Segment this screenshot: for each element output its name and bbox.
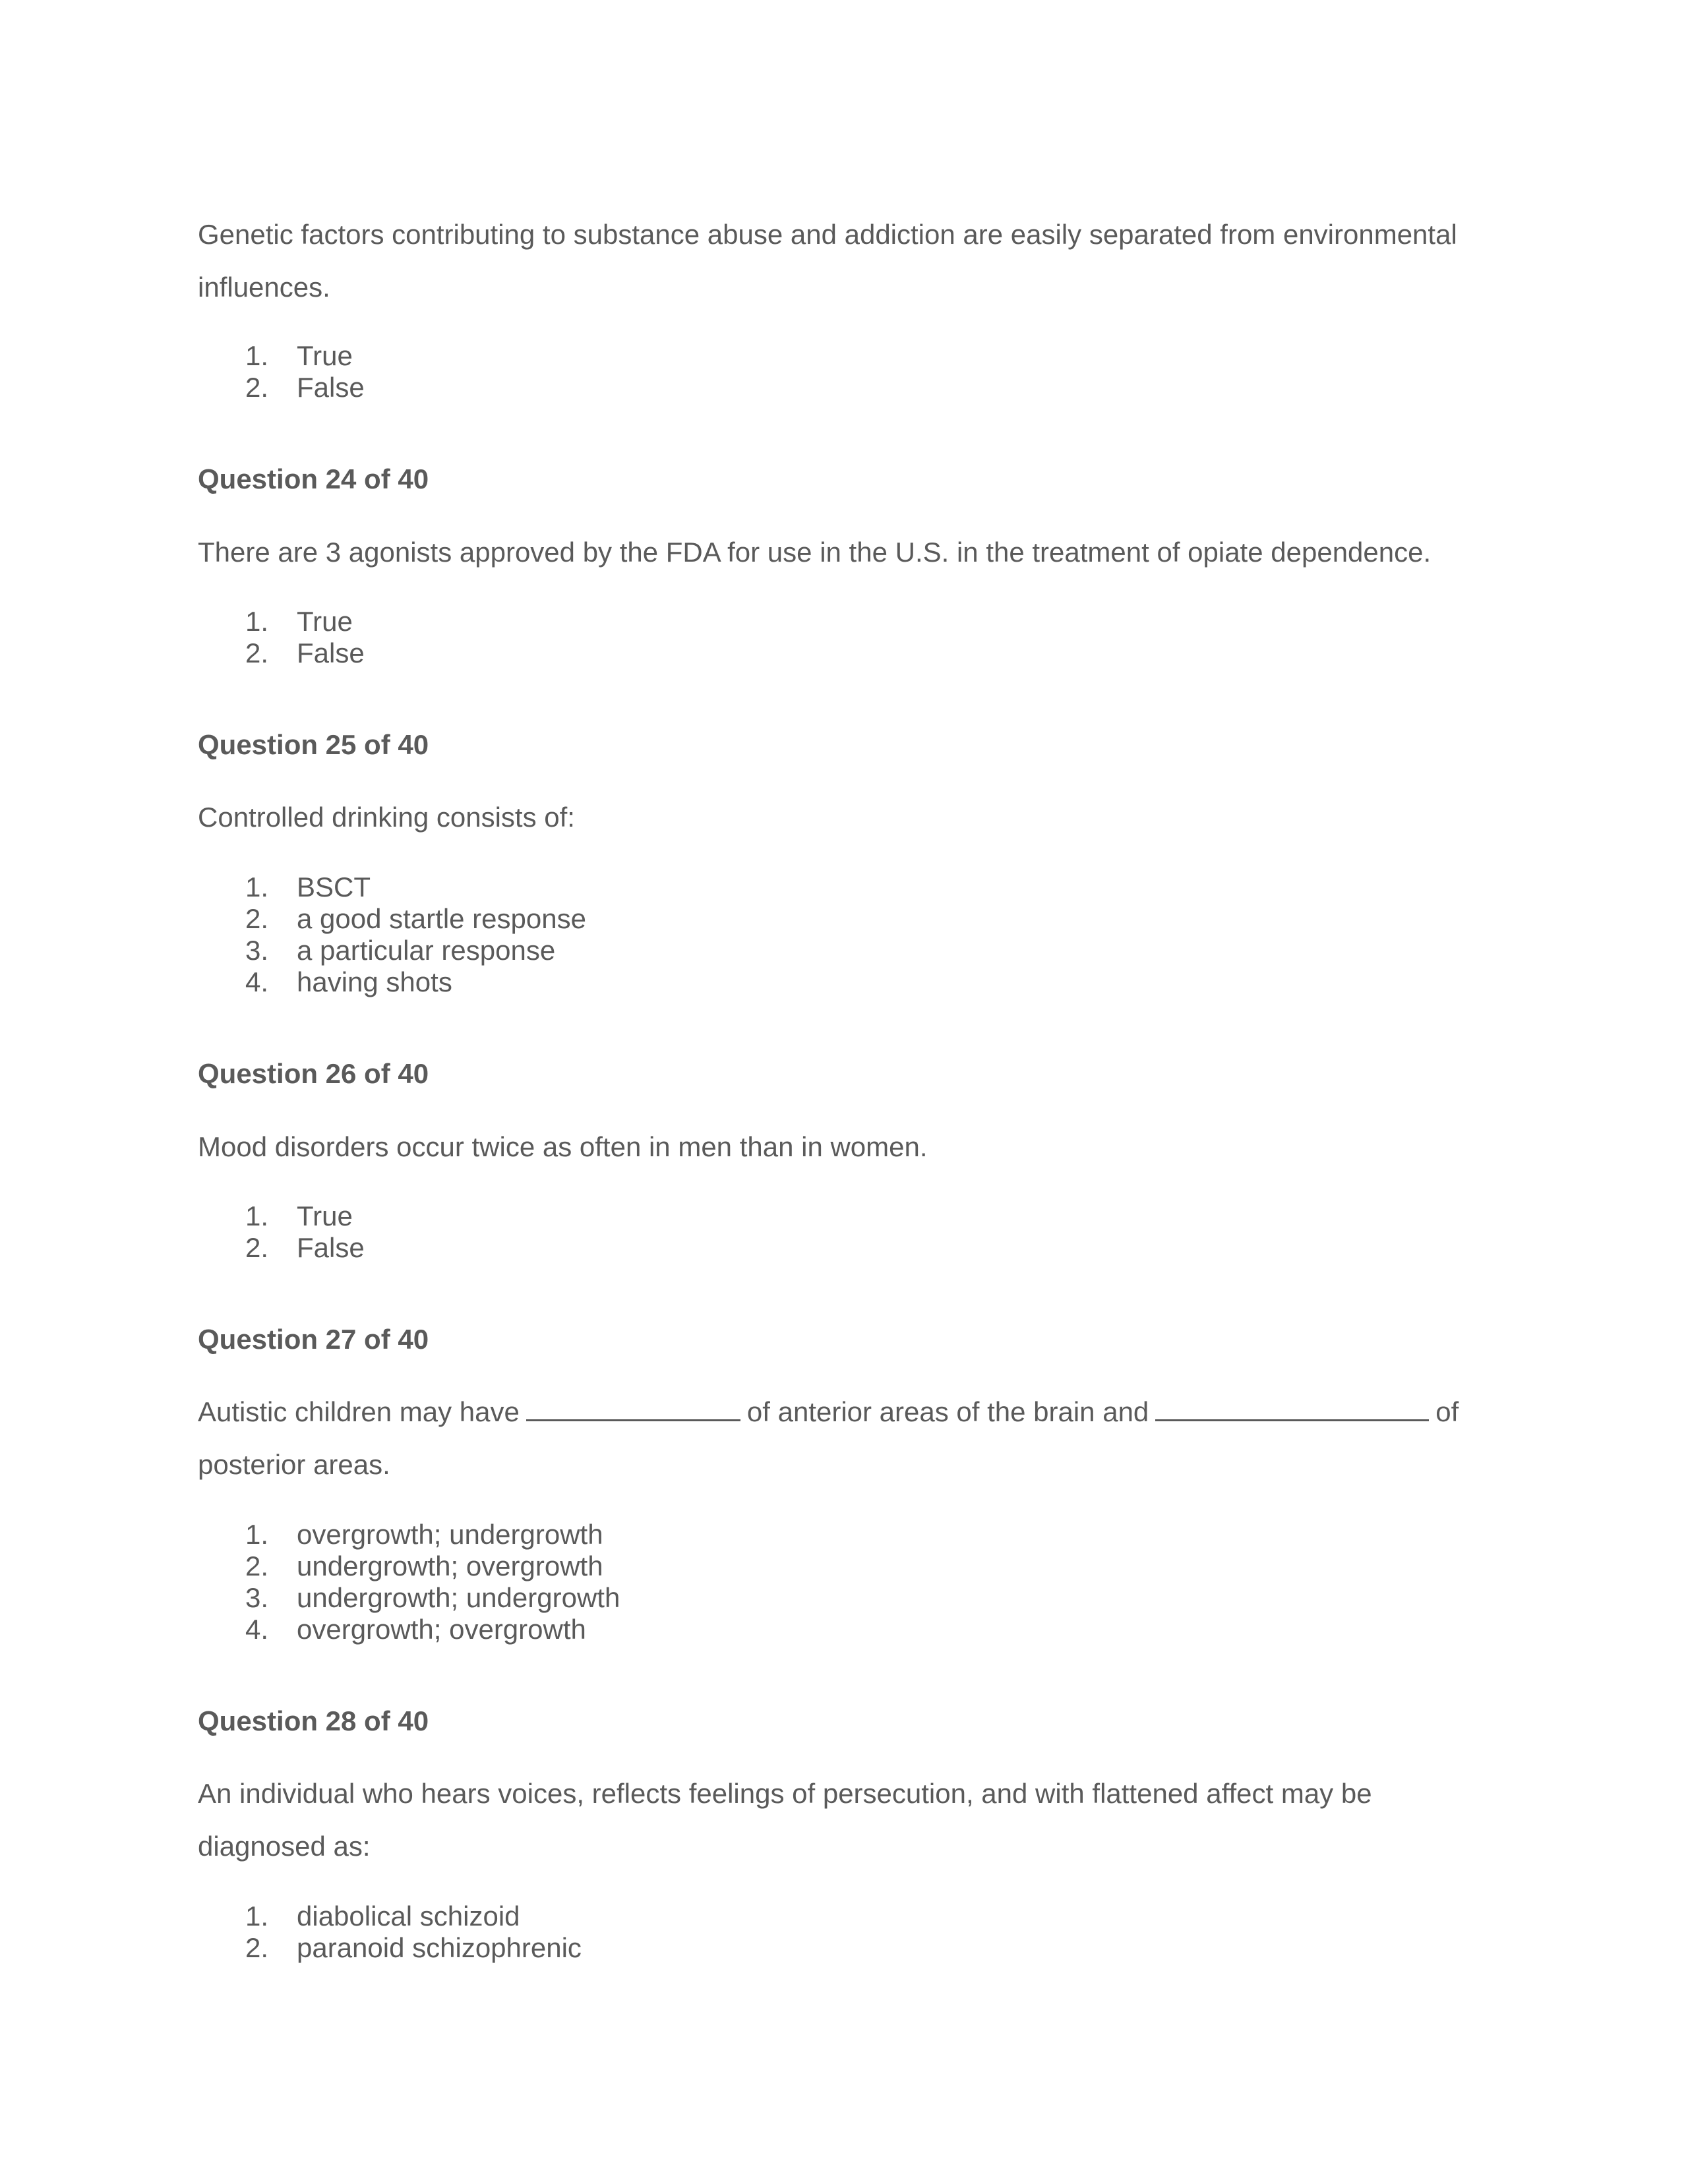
- answer-option[interactable]: [198, 1550, 620, 1582]
- answer-option[interactable]: [198, 1519, 620, 1550]
- option-number: 1.: [245, 1200, 269, 1231]
- answer-option[interactable]: [198, 340, 365, 372]
- answer-option[interactable]: [198, 1200, 365, 1232]
- answer-option[interactable]: [198, 903, 586, 935]
- option-number: 2.: [245, 903, 269, 934]
- option-label: undergrowth; overgrowth: [297, 1550, 603, 1581]
- option-label: having shots: [297, 966, 452, 997]
- answer-option[interactable]: [198, 372, 365, 403]
- answer-option[interactable]: [198, 935, 586, 966]
- question-text: [198, 1386, 1490, 1491]
- option-label: overgrowth; undergrowth: [297, 1519, 603, 1550]
- question-text-part: of posterior areas.: [198, 1396, 1459, 1480]
- answer-options: [198, 1519, 620, 1645]
- option-label: undergrowth; undergrowth: [297, 1582, 620, 1613]
- question-text: Controlled drinking consists of:: [198, 802, 575, 833]
- option-number: 2.: [245, 637, 269, 668]
- answer-options: [198, 1901, 582, 1964]
- option-label: True: [297, 606, 353, 637]
- answer-options: [198, 871, 586, 998]
- option-number: 2.: [245, 1932, 269, 1963]
- option-label: False: [297, 637, 365, 668]
- answer-option[interactable]: [198, 871, 586, 903]
- option-label: BSCT: [297, 871, 371, 902]
- option-label: diabolical schizoid: [297, 1901, 520, 1932]
- option-label: paranoid schizophrenic: [297, 1932, 582, 1963]
- answer-option[interactable]: [198, 1614, 620, 1645]
- question-text-part: of anterior areas of the brain and: [746, 1396, 1149, 1427]
- answer-option[interactable]: [198, 1232, 365, 1264]
- question-text: Mood disorders occur twice as often in men than in women.: [198, 1131, 928, 1162]
- question-text-part: Autistic children may have: [198, 1396, 520, 1427]
- option-label: False: [297, 372, 365, 403]
- option-number: 2.: [245, 372, 269, 403]
- option-number: 2.: [245, 1550, 269, 1581]
- option-label: overgrowth; overgrowth: [297, 1614, 586, 1645]
- answer-option[interactable]: [198, 637, 365, 669]
- option-number: 1.: [245, 340, 269, 371]
- question-text: An individual who hears voices, reflects feelings of persecution, and with flattened affect may be diagnosed as:: [198, 1778, 1372, 1862]
- option-number: 3.: [245, 1582, 269, 1613]
- answer-option[interactable]: [198, 1901, 582, 1932]
- question-text: There are 3 agonists approved by the FDA for use in the U.S. in the treatment of opiate dependence.: [198, 537, 1432, 568]
- option-label: a particular response: [297, 935, 556, 966]
- option-number: 1.: [245, 871, 269, 902]
- question-text: Genetic factors contributing to substance abuse and addiction are easily separated from environmental influences.: [198, 219, 1457, 303]
- option-number: 1.: [245, 1519, 269, 1550]
- answer-options: [198, 340, 365, 403]
- option-label: True: [297, 1200, 353, 1231]
- answer-option[interactable]: [198, 1582, 620, 1614]
- fill-in-blank: [1155, 1396, 1429, 1421]
- question-heading: Question 26 of 40: [198, 1058, 429, 1089]
- option-label: a good startle response: [297, 903, 586, 934]
- answer-option[interactable]: [198, 1932, 582, 1964]
- option-label: True: [297, 340, 353, 371]
- option-number: 3.: [245, 935, 269, 966]
- answer-option[interactable]: [198, 606, 365, 637]
- option-number: 2.: [245, 1232, 269, 1263]
- option-number: 4.: [245, 1614, 269, 1645]
- question-heading: Question 25 of 40: [198, 729, 429, 760]
- question-heading: Question 27 of 40: [198, 1324, 429, 1355]
- option-number: 1.: [245, 606, 269, 637]
- fill-in-blank: [526, 1396, 740, 1421]
- answer-option[interactable]: [198, 966, 586, 998]
- option-number: 4.: [245, 966, 269, 997]
- question-heading: Question 28 of 40: [198, 1705, 429, 1736]
- answer-options: [198, 606, 365, 669]
- answer-options: [198, 1200, 365, 1264]
- option-number: 1.: [245, 1901, 269, 1932]
- question-heading: Question 24 of 40: [198, 463, 429, 494]
- option-label: False: [297, 1232, 365, 1263]
